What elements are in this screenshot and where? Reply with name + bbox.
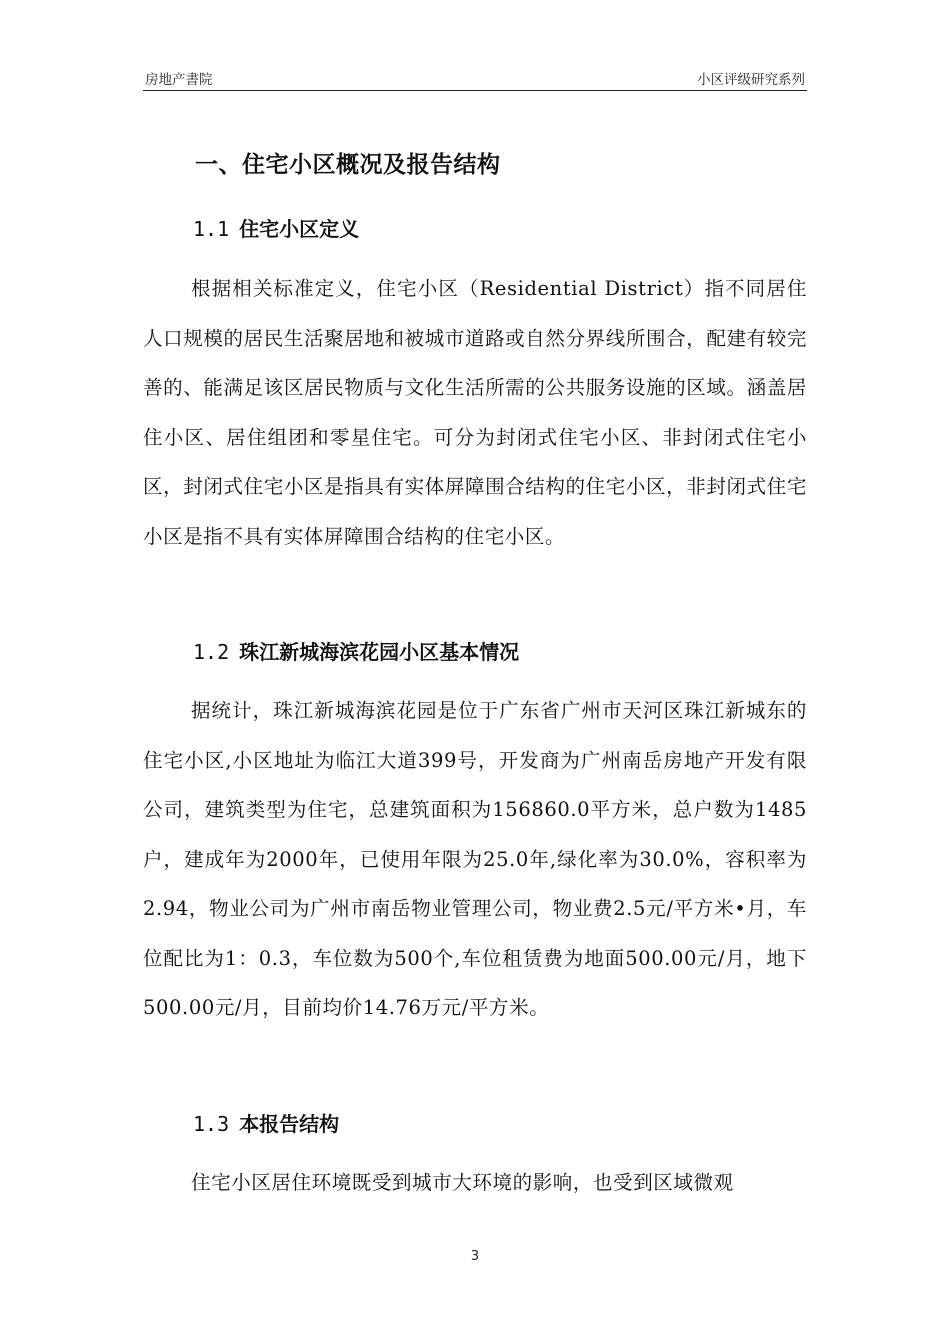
page-number: 3 — [470, 1249, 480, 1264]
section-title-text: 本报告结构 — [239, 1112, 340, 1136]
section-paragraph-structure: 住宅小区居住环境既受到城市大环境的影响，也受到区域微观 — [191, 1171, 734, 1194]
chapter-title: 一、住宅小区概况及报告结构 — [195, 152, 501, 178]
page-header — [143, 66, 807, 91]
section-number: 1.3 — [193, 1112, 230, 1136]
section-paragraph-basic-info: 据统计，珠江新城海滨花园是位于广东省广州市天河区珠江新城东的住宅小区,小区地址为临江大道399号，开发商为广州南岳房地产开发有限公司，建筑类型为住宅，总建筑面积为156860.0平方米，总户数为1485户，建成年为2000年，已使用年限为25.0年,绿化率为30.0%，容积率为2.94，物业公司为广州市南岳物业管理公司，物业费2.5元/平方米•月，车位配比为1：0.3，车位数为500个,车位租赁费为地面500.00元/月，地下500.00元/月，目前均价14.76万元/平方米。 — [143, 699, 807, 1019]
section-number: 1.2 — [193, 640, 230, 664]
section-title-text: 住宅小区定义 — [239, 217, 360, 241]
section-heading-1-2 — [193, 636, 519, 665]
section-paragraph-definition: 根据相关标准定义，住宅小区（Residential District）指不同居住人口规模的居民生活聚居地和被城市道路或自然分界线所围合，配建有较完善的、能满足该区居民物质与文化生活所需的公共服务设施的区域。涵盖居住小区、居住组团和零星住宅。可分为封闭式住宅小区、非封闭式住宅小区，封闭式住宅小区是指具有实体屏障围合结构的住宅小区，非封闭式住宅小区是指不具有实体屏障围合结构的住宅小区。 — [143, 277, 807, 548]
section-number: 1.1 — [193, 217, 230, 241]
header-series: 小区评级研究系列 — [697, 72, 805, 88]
section-heading-1-3 — [193, 1108, 339, 1137]
section-heading-1-1 — [193, 213, 359, 242]
header-publisher: 房地产書院 — [145, 72, 213, 88]
section-title-text: 珠江新城海滨花园小区基本情况 — [239, 640, 520, 664]
